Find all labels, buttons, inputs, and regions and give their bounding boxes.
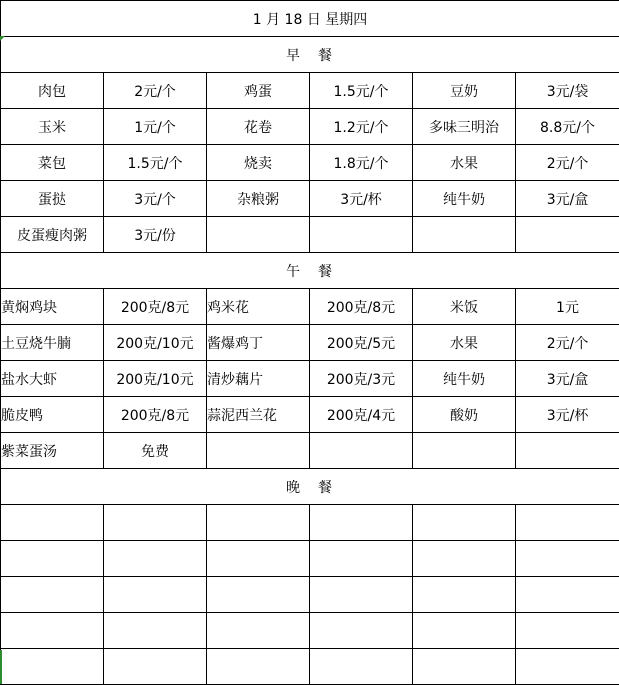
price-cell[interactable] bbox=[104, 649, 207, 685]
table-row bbox=[1, 541, 619, 577]
price-cell[interactable] bbox=[310, 577, 413, 613]
menu-item-cell[interactable]: 水果 bbox=[413, 325, 516, 361]
table-row bbox=[1, 181, 619, 217]
menu-item-cell[interactable] bbox=[413, 541, 516, 577]
price-cell[interactable] bbox=[516, 541, 619, 577]
menu-item-cell[interactable] bbox=[413, 577, 516, 613]
menu-item-cell[interactable]: 多味三明治 bbox=[413, 109, 516, 145]
menu-item-cell[interactable]: 玉米 bbox=[1, 109, 104, 145]
price-cell[interactable]: 1.5元/个 bbox=[310, 73, 413, 109]
date-row bbox=[1, 1, 619, 37]
lunch-header-row bbox=[1, 253, 619, 289]
menu-item-cell[interactable] bbox=[1, 541, 104, 577]
price-cell[interactable] bbox=[516, 217, 619, 253]
price-cell[interactable] bbox=[310, 541, 413, 577]
price-cell[interactable]: 3元/份 bbox=[104, 217, 207, 253]
price-cell[interactable]: 200克/10元 bbox=[104, 361, 207, 397]
price-cell[interactable]: 1元 bbox=[516, 289, 619, 325]
breakfast-title[interactable]: 早 餐 bbox=[1, 37, 619, 73]
menu-item-cell[interactable] bbox=[207, 613, 310, 649]
price-cell[interactable]: 免费 bbox=[104, 433, 207, 469]
menu-item-cell[interactable] bbox=[1, 577, 104, 613]
table-row bbox=[1, 505, 619, 541]
price-cell[interactable]: 3元/袋 bbox=[516, 73, 619, 109]
price-cell[interactable]: 1元/个 bbox=[104, 109, 207, 145]
price-cell[interactable] bbox=[310, 217, 413, 253]
dinner-title[interactable]: 晚 餐 bbox=[1, 469, 619, 505]
menu-item-cell[interactable]: 米饭 bbox=[413, 289, 516, 325]
menu-item-cell[interactable] bbox=[207, 217, 310, 253]
menu-item-cell[interactable]: 水果 bbox=[413, 145, 516, 181]
lunch-title[interactable]: 午 餐 bbox=[1, 253, 619, 289]
menu-item-cell[interactable] bbox=[413, 433, 516, 469]
menu-item-cell[interactable] bbox=[207, 541, 310, 577]
menu-item-cell[interactable] bbox=[413, 613, 516, 649]
price-cell[interactable] bbox=[310, 613, 413, 649]
menu-item-cell[interactable]: 蒜泥西兰花 bbox=[207, 397, 310, 433]
price-cell[interactable]: 3元/个 bbox=[104, 181, 207, 217]
table-row bbox=[1, 433, 619, 469]
menu-item-cell[interactable]: 黄焖鸡块 bbox=[1, 289, 104, 325]
price-cell[interactable]: 3元/盒 bbox=[516, 361, 619, 397]
price-cell[interactable]: 200克/8元 bbox=[310, 289, 413, 325]
menu-item-cell[interactable] bbox=[207, 577, 310, 613]
price-cell[interactable]: 1.8元/个 bbox=[310, 145, 413, 181]
price-cell[interactable]: 200克/5元 bbox=[310, 325, 413, 361]
menu-item-cell[interactable]: 豆奶 bbox=[413, 73, 516, 109]
menu-item-cell[interactable]: 花卷 bbox=[207, 109, 310, 145]
date-cell[interactable]: 1 月 18 日 星期四 bbox=[1, 1, 619, 37]
price-cell[interactable]: 200克/10元 bbox=[104, 325, 207, 361]
menu-item-cell[interactable]: 清炒藕片 bbox=[207, 361, 310, 397]
menu-item-cell[interactable]: 杂粮粥 bbox=[207, 181, 310, 217]
dinner-header-row bbox=[1, 469, 619, 505]
menu-item-cell[interactable]: 纯牛奶 bbox=[413, 361, 516, 397]
table-row bbox=[1, 613, 619, 649]
table-row bbox=[1, 577, 619, 613]
table-row bbox=[1, 109, 619, 145]
menu-item-cell[interactable] bbox=[413, 217, 516, 253]
menu-item-cell[interactable]: 酱爆鸡丁 bbox=[207, 325, 310, 361]
table-row bbox=[1, 289, 619, 325]
table-row bbox=[1, 325, 619, 361]
table-row bbox=[1, 361, 619, 397]
table-row bbox=[1, 397, 619, 433]
price-cell[interactable] bbox=[516, 577, 619, 613]
price-cell[interactable]: 200克/3元 bbox=[310, 361, 413, 397]
price-cell[interactable] bbox=[104, 577, 207, 613]
price-cell[interactable]: 200克/8元 bbox=[104, 397, 207, 433]
menu-item-cell[interactable]: 皮蛋瘦肉粥 bbox=[1, 217, 104, 253]
menu-item-cell[interactable] bbox=[1, 613, 104, 649]
menu-item-cell[interactable]: 鸡米花 bbox=[207, 289, 310, 325]
menu-item-cell[interactable] bbox=[1, 649, 104, 685]
cell-comment-marker bbox=[0, 36, 5, 41]
menu-item-cell[interactable] bbox=[207, 649, 310, 685]
table-row bbox=[1, 217, 619, 253]
table-row bbox=[1, 649, 619, 685]
menu-item-cell[interactable]: 酸奶 bbox=[413, 397, 516, 433]
price-cell[interactable]: 2元/个 bbox=[516, 325, 619, 361]
menu-item-cell[interactable] bbox=[207, 505, 310, 541]
price-cell[interactable]: 200克/4元 bbox=[310, 397, 413, 433]
price-cell[interactable] bbox=[310, 649, 413, 685]
menu-item-cell[interactable]: 肉包 bbox=[1, 73, 104, 109]
price-cell[interactable]: 3元/杯 bbox=[310, 181, 413, 217]
price-cell[interactable]: 3元/杯 bbox=[516, 397, 619, 433]
price-cell[interactable]: 200克/8元 bbox=[104, 289, 207, 325]
price-cell[interactable] bbox=[104, 613, 207, 649]
price-cell[interactable] bbox=[516, 649, 619, 685]
menu-item-cell[interactable] bbox=[1, 505, 104, 541]
price-cell[interactable] bbox=[516, 505, 619, 541]
menu-item-cell[interactable]: 纯牛奶 bbox=[413, 181, 516, 217]
price-cell[interactable]: 1.2元/个 bbox=[310, 109, 413, 145]
table-row bbox=[1, 73, 619, 109]
menu-item-cell[interactable] bbox=[413, 505, 516, 541]
price-cell[interactable]: 2元/个 bbox=[104, 73, 207, 109]
menu-item-cell[interactable]: 土豆烧牛腩 bbox=[1, 325, 104, 361]
menu-item-cell[interactable]: 烧卖 bbox=[207, 145, 310, 181]
menu-item-cell[interactable]: 鸡蛋 bbox=[207, 73, 310, 109]
menu-item-cell[interactable]: 盐水大虾 bbox=[1, 361, 104, 397]
price-cell[interactable] bbox=[104, 505, 207, 541]
price-cell[interactable] bbox=[104, 541, 207, 577]
price-cell[interactable] bbox=[310, 433, 413, 469]
price-cell[interactable] bbox=[310, 505, 413, 541]
menu-item-cell[interactable] bbox=[207, 433, 310, 469]
menu-item-cell[interactable]: 脆皮鸭 bbox=[1, 397, 104, 433]
row-selection-marker bbox=[0, 650, 2, 684]
table-row bbox=[1, 145, 619, 181]
price-cell[interactable]: 2元/个 bbox=[516, 145, 619, 181]
breakfast-header-row bbox=[1, 37, 619, 73]
price-cell[interactable] bbox=[516, 433, 619, 469]
menu-item-cell[interactable]: 菜包 bbox=[1, 145, 104, 181]
menu-item-cell[interactable]: 紫菜蛋汤 bbox=[1, 433, 104, 469]
price-cell[interactable]: 3元/盒 bbox=[516, 181, 619, 217]
price-cell[interactable] bbox=[516, 613, 619, 649]
price-cell[interactable]: 8.8元/个 bbox=[516, 109, 619, 145]
menu-item-cell[interactable] bbox=[413, 649, 516, 685]
menu-item-cell[interactable]: 蛋挞 bbox=[1, 181, 104, 217]
price-cell[interactable]: 1.5元/个 bbox=[104, 145, 207, 181]
